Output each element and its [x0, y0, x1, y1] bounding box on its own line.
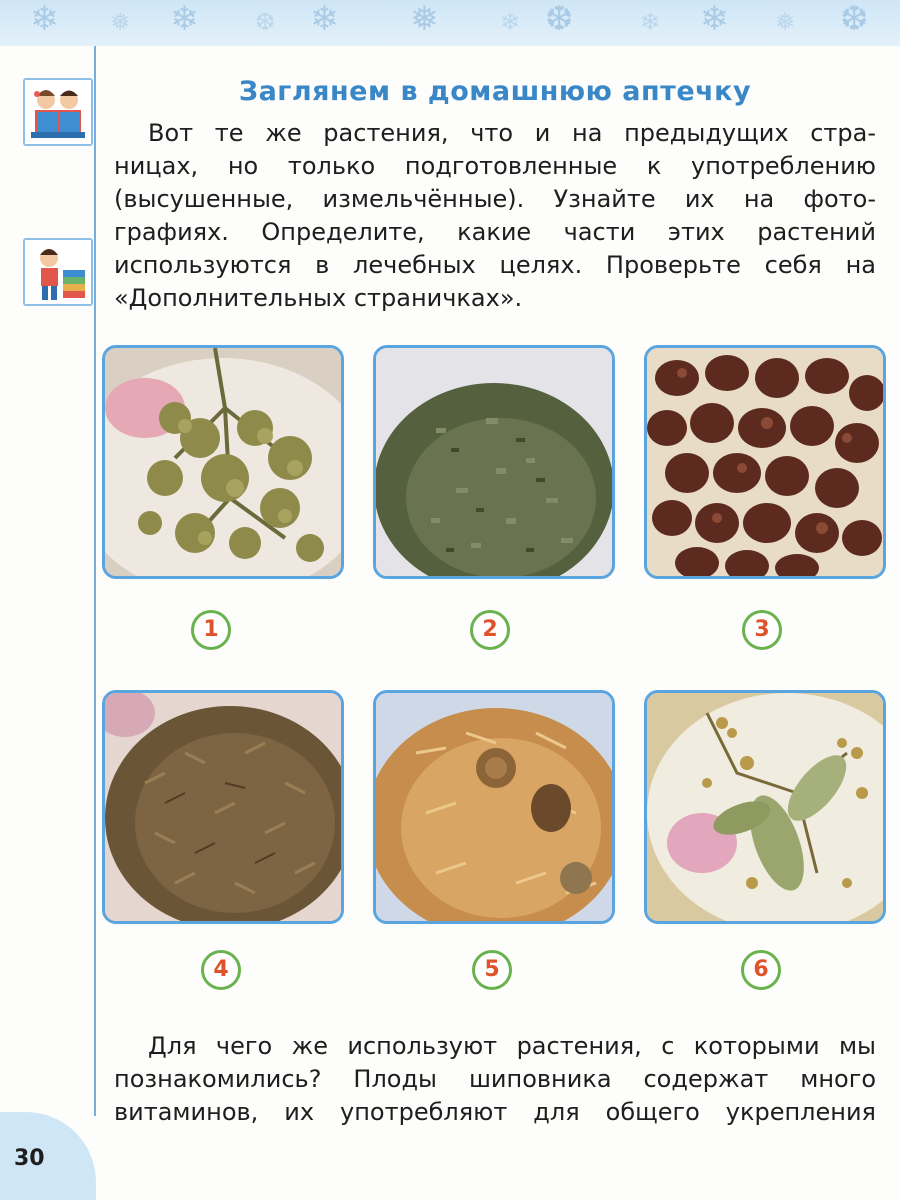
photo-number-badge: 3	[742, 610, 782, 650]
snowflake-icon: ❆	[255, 8, 276, 36]
dried-linden-blossom-photo	[644, 690, 886, 924]
paragraph-line: графиях. Определите, какие части этих растений	[114, 218, 876, 246]
snowflake-icon: ❄	[30, 0, 59, 39]
paragraph-line: витаминов, их употребляют для общего укрепления	[114, 1098, 876, 1126]
paragraph-line: Вот те же растения, что и на предыдущих стра-	[148, 119, 876, 147]
paragraph-line: используются в лечебных целях. Проверьте себя на	[114, 251, 876, 279]
snowflake-icon: ❄	[500, 8, 521, 36]
section-title: Заглянем в домашнюю аптечку	[238, 76, 752, 107]
photo-number-badge: 5	[472, 950, 512, 990]
dried-valerian-root-photo	[102, 690, 344, 924]
photo-number-badge: 4	[201, 950, 241, 990]
photo-number-badge: 2	[470, 610, 510, 650]
snowflake-icon: ❆	[840, 0, 869, 39]
header-band	[0, 0, 900, 46]
snowflake-icon: ❄	[170, 0, 199, 39]
paragraph-line: (высушенные, измельчённые). Узнайте их на фото-	[114, 185, 876, 213]
paragraph-line: ницах, но только подготовленные к употреблению	[114, 152, 876, 180]
paragraph-line: «Дополнительных страничках».	[114, 284, 523, 312]
dried-calendula-petals-photo	[373, 690, 615, 924]
snowflake-icon: ❆	[545, 0, 574, 39]
snowflake-icon: ❅	[410, 0, 439, 39]
bottom-paragraph	[114, 1030, 876, 1129]
photo-number-badge: 6	[741, 950, 781, 990]
snowflake-icon: ❅	[775, 8, 796, 36]
snowflake-icon: ❅	[110, 8, 131, 36]
paragraph-line: Для чего же используют растения, с которыми мы	[148, 1032, 876, 1060]
dried-mint-leaves-photo	[373, 345, 615, 579]
photo-number-badge: 1	[191, 610, 231, 650]
margin-rule	[94, 46, 96, 1116]
intro-paragraph	[114, 117, 876, 315]
dried-rosehip-berries-photo	[644, 345, 886, 579]
snowflake-icon: ❄	[700, 0, 729, 39]
snowflake-icon: ❄	[640, 8, 661, 36]
dried-yarrow-photo	[102, 345, 344, 579]
reading-children-icon	[23, 78, 93, 146]
page-number: 30	[14, 1146, 45, 1171]
snowflake-icon: ❄	[310, 0, 339, 39]
paragraph-line: познакомились? Плоды шиповника содержат много	[114, 1065, 876, 1093]
boy-with-books-icon	[23, 238, 93, 306]
